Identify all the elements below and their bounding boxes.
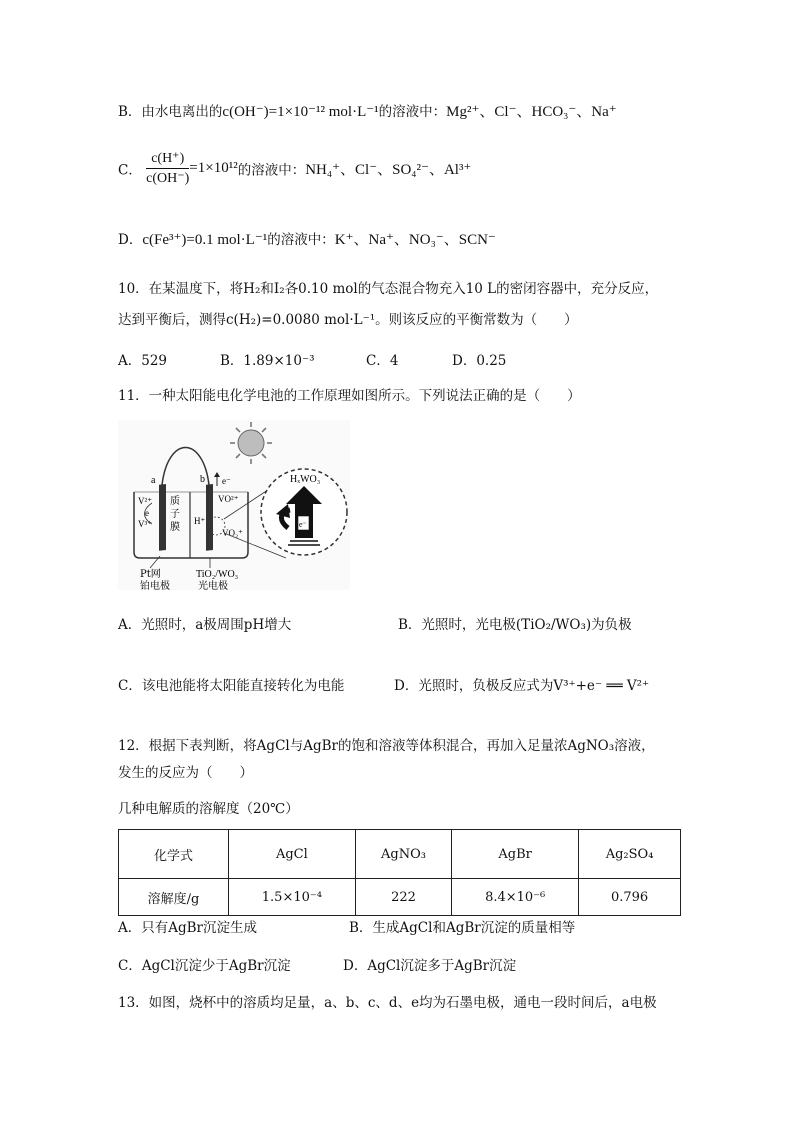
svg-text:e: e (145, 508, 149, 518)
svg-text:VO²⁺: VO²⁺ (218, 494, 239, 504)
svg-text:TiO₂/WO₃: TiO₂/WO₃ (196, 569, 239, 580)
table-header-cell: AgNO₃ (355, 830, 451, 879)
q10-option-c: C．4 (366, 353, 399, 369)
q12-option-a: A．只有AgBr沉淀生成 (118, 920, 258, 936)
table-cell: 1.5×10⁻⁴ (228, 879, 355, 916)
svg-text:Pt网: Pt网 (140, 569, 161, 580)
table-cell: 0.796 (579, 879, 681, 916)
q12-table-caption: 几种电解质的溶解度（20℃） (118, 801, 299, 817)
q10-stem-line2: 达到平衡后，测得c(H₂)=0.0080 mol·L⁻¹。则该反应的平衡常数为（ ） (118, 312, 578, 328)
solubility-table (118, 829, 681, 916)
svg-text:V²⁺: V²⁺ (138, 496, 152, 506)
svg-text:V³⁺: V³⁺ (138, 519, 152, 529)
electrode-a-label: a (151, 475, 156, 486)
table-header-row (119, 830, 681, 879)
hxwo3-label: HₓWO₃ (290, 474, 321, 485)
svg-text:铂电极: 铂电极 (140, 581, 170, 590)
q10-stem-line1: 10．在某温度下，将H₂和I₂各0.10 mol的气态混合物充入10 L的密闭容器中，充分反应， (118, 281, 659, 297)
q13-stem-line1: 13．如图，烧杯中的溶质均足量，a、b、c、d、e均为石墨电极，通电一段时间后，a电极 (118, 995, 657, 1011)
q11-option-c: C．该电池能将太阳能直接转化为电能 (118, 678, 345, 694)
q10-option-a: A．529 (118, 353, 168, 369)
table-cell: 8.4×10⁻⁶ (452, 879, 579, 916)
q9-option-c: C． $\frac{c(H^+)}{c(OH^-)}$ =1×10¹²的溶液中：NH₄⁺、Cl⁻、SO₄²⁻、Al³⁺ (118, 151, 472, 186)
table-cell: 222 (355, 879, 451, 916)
table-row (119, 879, 681, 916)
table-header-cell: 化学式 (119, 830, 229, 879)
table-cell: 溶解度/g (119, 879, 229, 916)
q12-stem-line2: 发生的反应为（ ） (118, 765, 253, 781)
solar-cell-diagram (118, 420, 350, 594)
sun-icon (230, 422, 272, 464)
q12-option-d: D．AgCl沉淀多于AgBr沉淀 (343, 958, 517, 974)
q11-option-d: D．光照时，负极反应式为V³⁺+e⁻ ══ V²⁺ (394, 678, 650, 694)
q10-option-d: D．0.25 (452, 353, 507, 369)
svg-text:e⁻: e⁻ (222, 476, 231, 486)
svg-text:VO₂⁺: VO₂⁺ (222, 528, 243, 538)
svg-text:子: 子 (170, 509, 180, 520)
concentration-ratio-fraction: $\frac{c(H^+)}{c(OH^-)}$ (146, 151, 190, 186)
q11-option-b: B．光照时，光电极(TiO₂/WO₃)为负极 (398, 617, 632, 633)
q10-option-b: B．1.89×10⁻³ (220, 353, 315, 369)
q9-option-d: D．c(Fe³⁺)=0.1 mol·L⁻¹的溶液中：K⁺、Na⁺、NO₃⁻、SCN⁻ (118, 232, 496, 248)
table-header-cell: Ag₂SO₄ (579, 830, 681, 879)
q12-stem-line1: 12．根据下表判断，将AgCl与AgBr的饱和溶液等体积混合，再加入足量浓AgNO₃溶液， (118, 738, 655, 754)
svg-text:光电极: 光电极 (198, 581, 228, 590)
table-header-cell: AgCl (228, 830, 355, 879)
electrode-b-label: b (200, 474, 205, 485)
q12-option-b: B．生成AgCl和AgBr沉淀的质量相等 (349, 920, 576, 936)
q11-option-a: A．光照时，a极周围pH增大 (118, 617, 292, 633)
svg-text:e⁻: e⁻ (299, 520, 307, 529)
q12-option-c: C．AgCl沉淀少于AgBr沉淀 (118, 958, 291, 974)
table-header-cell: AgBr (452, 830, 579, 879)
svg-text:H⁺: H⁺ (194, 516, 206, 526)
svg-text:质: 质 (170, 496, 180, 507)
q9-option-b: B．由水电离出的c(OH⁻)=1×10⁻¹² mol·L⁻¹的溶液中：Mg²⁺、Cl⁻、HCO₃⁻、Na⁺ (118, 104, 617, 120)
svg-text:膜: 膜 (170, 522, 180, 533)
q11-stem: 11．一种太阳能电化学电池的工作原理如图所示。下列说法正确的是（ ） (118, 388, 581, 404)
